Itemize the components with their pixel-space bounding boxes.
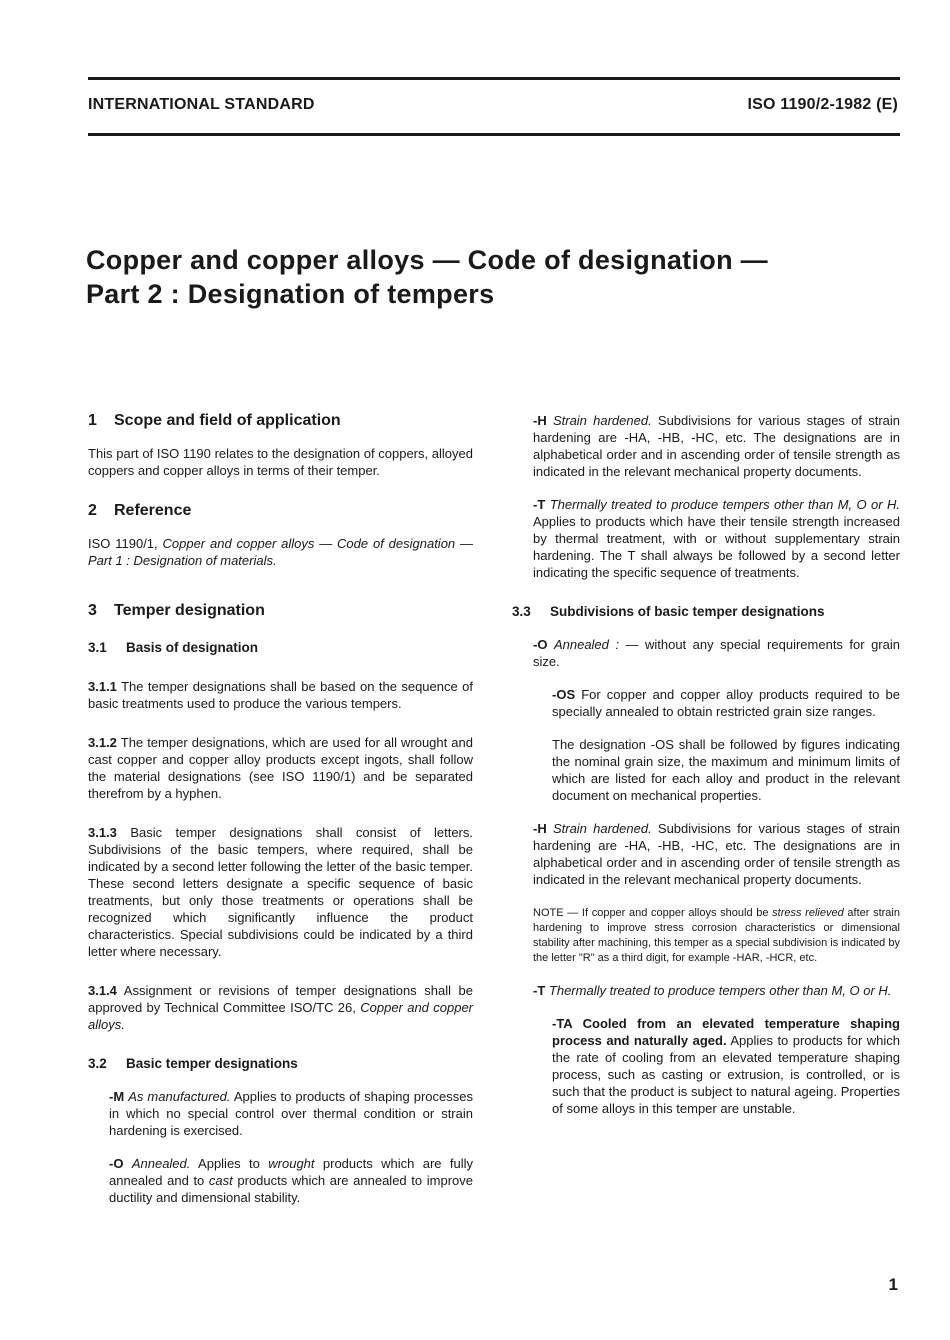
header-right: ISO 1190/2-1982 (E) xyxy=(747,96,898,113)
sub-ta: -TA Cooled from an elevated temperature shaping process and naturally aged. Applies to products for which the rate of cooling from an elevated temperature shaping process, such as casting or extrusion, is controlled, or is such that the product is subject to natural ageing. Properties of some alloys in this temper are unstable. xyxy=(552,1016,900,1116)
header-left: INTERNATIONAL STANDARD xyxy=(88,96,315,113)
section-3-2-heading: 3.2 Basic temper designations xyxy=(88,1056,298,1071)
sub-o: -O Annealed : — without any special requirements for grain size. xyxy=(533,637,900,669)
temper-h: -H Strain hardened. Subdivisions for various stages of strain hardening are -HA, -HB, -HC, etc. The designations are in alphabetical order and in ascending order of tensile strength as indicated in the relevant mechanical property documents. xyxy=(533,413,900,479)
para-3-1-4: 3.1.4 Assignment or revisions of temper designations shall be approved by Technical Committee ISO/TC 26, Copper and copper alloys. xyxy=(88,983,473,1032)
sub-t: -T Thermally treated to produce tempers other than M, O or H. xyxy=(533,983,892,998)
left-column xyxy=(88,412,473,1206)
section-1-heading: 1 Scope and field of application xyxy=(88,412,341,429)
document-title xyxy=(86,243,906,311)
para-3-1-1: 3.1.1 The temper designations shall be based on the sequence of basic treatments used to produce the various tempers. xyxy=(88,679,473,711)
section-1-text: This part of ISO 1190 relates to the designation of coppers, alloyed coppers and copper alloys in terms of their temper. xyxy=(88,446,473,478)
sub-h: -H Strain hardened. Subdivisions for various stages of strain hardening are -HA, -HB, -HC, etc. The designations are in alphabetical order and in ascending order of tensile strength as indicated in the relevant mechanical property documents. xyxy=(533,821,900,887)
page-number: 1 xyxy=(888,1275,898,1294)
sub-os-note: The designation -OS shall be followed by figures indicating the nominal grain size, the maximum and minimum limits of which are listed for each alloy and product in the relevant document on mechanical properties. xyxy=(552,737,900,803)
para-3-1-2: 3.1.2 The temper designations, which are used for all wrought and cast copper and copper alloy products except ingots, shall follow the material designations (see ISO 1190/1) and be separated therefrom by a hyphen. xyxy=(88,735,473,801)
temper-m: -M As manufactured. Applies to products of shaping processes in which no special control over thermal condition or strain hardening is exercised. xyxy=(109,1089,473,1138)
temper-t: -T Thermally treated to produce tempers other than M, O or H. Applies to products which have their tensile strength increased by thermal treatment, with or without supplementary strain hardening. The T shall always be followed by a second letter indicating the specific sequence of treatments. xyxy=(533,497,900,580)
section-3-3-heading: 3.3 Subdivisions of basic temper designations xyxy=(512,604,825,619)
title-line-2: Part 2 : Designation of tempers xyxy=(86,279,495,309)
note: NOTE — If copper and copper alloys should be stress relieved after strain hardening to improve stress corrosion characteristics or dimensional stability after machining, this temper as a special subdivision is indicated by the letter "R" as a third digit, for example -HAR, -HCR, etc. xyxy=(533,907,900,964)
section-3-1-heading: 3.1 Basis of designation xyxy=(88,640,259,655)
temper-o: -O Annealed. Applies to wrought products which are fully annealed and to cast products which are annealed to improve ductility and dimensional stability. xyxy=(109,1156,473,1205)
right-column xyxy=(512,412,900,1117)
top-rule xyxy=(88,77,900,80)
section-2-text: ISO 1190/1, Copper and copper alloys — Code of designation — Part 1 : Designation of materials. xyxy=(88,536,473,568)
section-3-heading: 3 Temper designation xyxy=(88,602,265,619)
title-line-1: Copper and copper alloys — Code of designation — xyxy=(86,245,768,275)
section-2-heading: 2 Reference xyxy=(88,502,192,519)
header-rule xyxy=(88,133,900,136)
para-3-1-3: 3.1.3 Basic temper designations shall consist of letters. Subdivisions of the basic tempers, where required, shall be indicated by a second letter following the letter of the basic temper. These second letters designate a specific sequence of basic treatments, but only those treatments or operations shall be recognized which significantly influence the product characteristics. Special subdivisions could be indicated by a third letter where necessary. xyxy=(88,825,473,959)
sub-os: -OS For copper and copper alloy products required to be specially annealed to obtain restricted grain size ranges. xyxy=(552,687,900,719)
